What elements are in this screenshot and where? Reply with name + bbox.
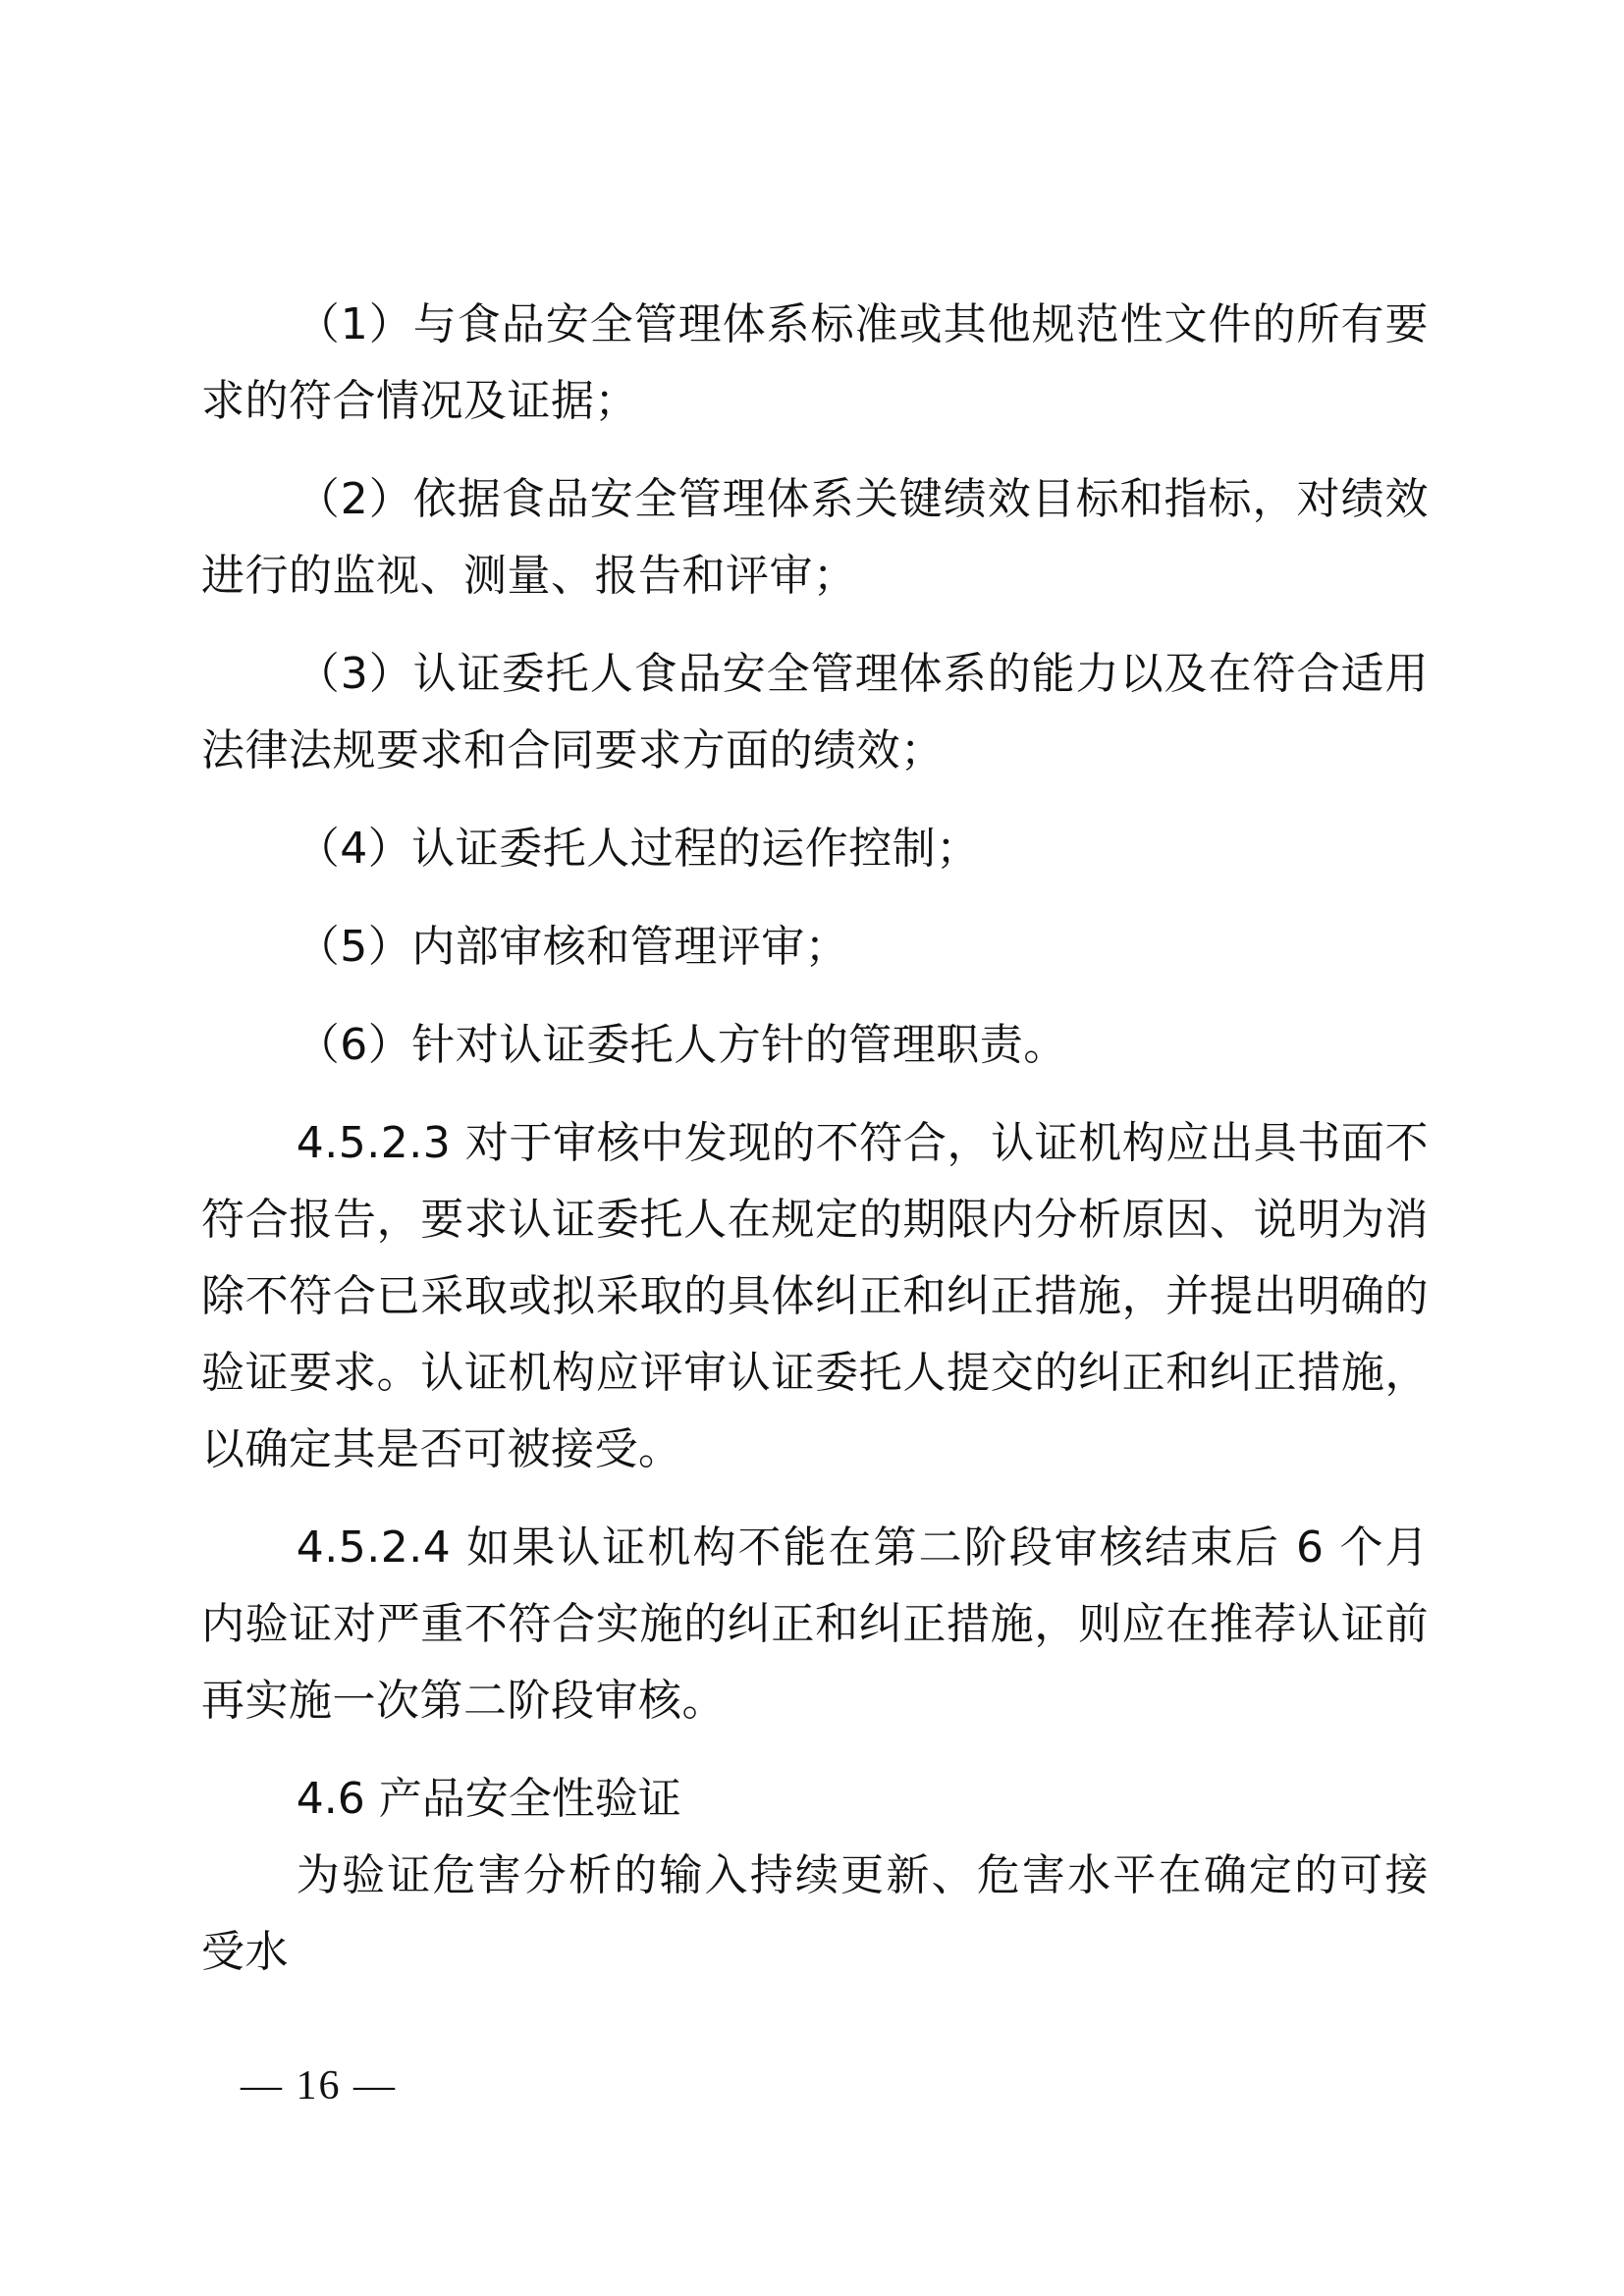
list-item-1: （1）与食品安全管理体系标准或其他规范性文件的所有要求的符合情况及证据；	[201, 299, 1429, 426]
list-item-2: （2）依据食品安全管理体系关键绩效目标和指标，对绩效进行的监视、测量、报告和评审；	[201, 474, 1429, 601]
page-body	[201, 287, 1429, 1991]
page-number: — 16 —	[241, 2063, 397, 2109]
list-item-6: （6）针对认证委托人方针的管理职责。	[296, 1020, 1067, 1070]
list-item-5: （5）内部审核和管理评审；	[296, 922, 849, 972]
clause-4-5-2-3: 4.5.2.3 对于审核中发现的不符合，认证机构应出具书面不符合报告，要求认证委托人在规定的期限内分析原因、说明为消除不符合已采取或拟采取的具体纠正和纠正措施，并提出明确的验证要求。认证机构应评审认证委托人提交的纠正和纠正措施，以确定其是否可被接受。	[201, 1118, 1429, 1474]
list-item-3: （3）认证委托人食品安全管理体系的能力以及在符合适用法律法规要求和合同要求方面的绩效；	[201, 649, 1429, 775]
clause-4-5-2-4: 4.5.2.4 如果认证机构不能在第二阶段审核结束后 6 个月内验证对严重不符合实施的纠正和纠正措施，则应在推荐认证前再实施一次第二阶段审核。	[201, 1522, 1429, 1726]
section-heading-4-6: 4.6 产品安全性验证	[296, 1774, 681, 1824]
closing-paragraph: 为验证危害分析的输入持续更新、危害水平在确定的可接受水	[201, 1850, 1429, 1977]
list-item-4: （4）认证委托人过程的运作控制；	[296, 824, 980, 874]
